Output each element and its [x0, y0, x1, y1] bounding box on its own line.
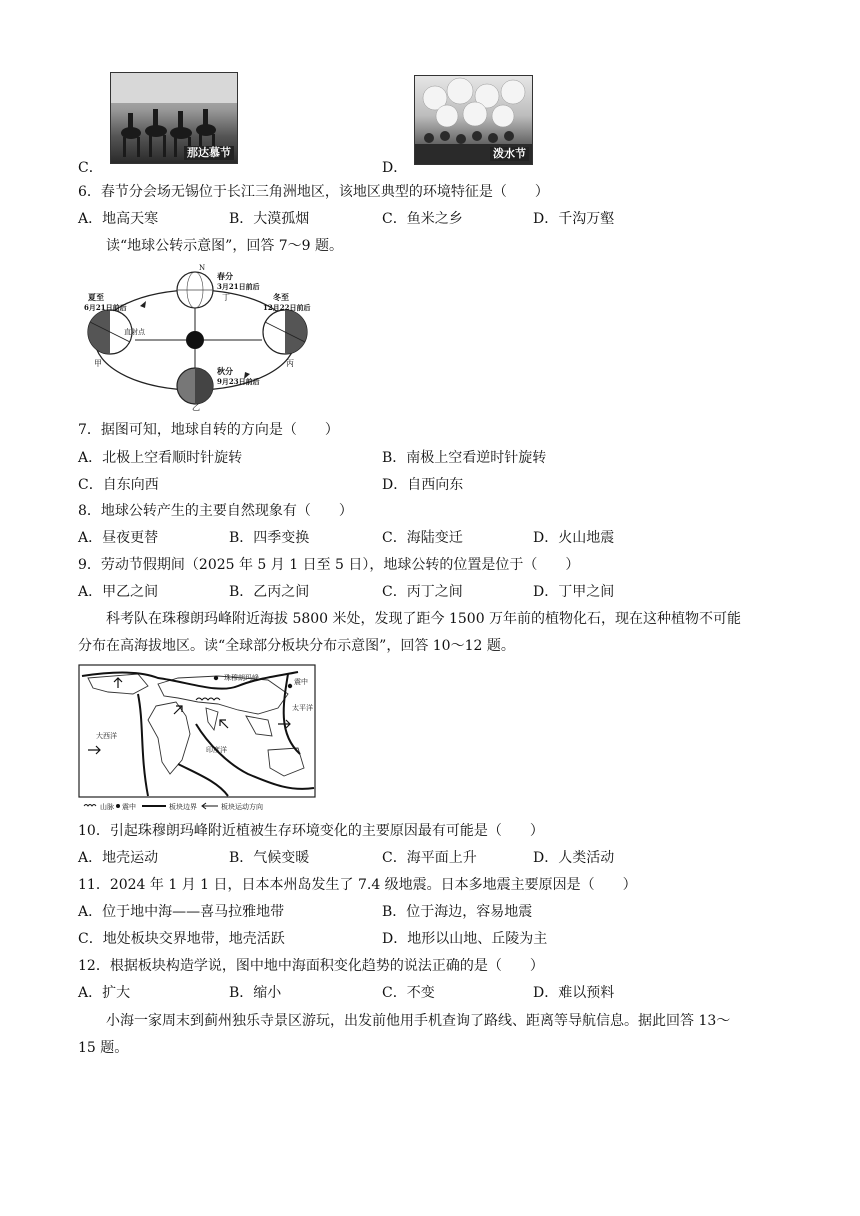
svg-text:震中: 震中 [122, 803, 136, 811]
q10-option-c: C．海平面上升 [382, 850, 477, 866]
svg-text:夏至: 夏至 [88, 292, 104, 302]
svg-text:秋分: 秋分 [217, 366, 233, 376]
photo-water-festival-caption: 泼水节 [490, 147, 529, 161]
q11-option-c: C．地处板块交界地带，地壳活跃 [78, 931, 285, 947]
svg-text:震中: 震中 [294, 678, 308, 686]
q9-option-b: B．乙丙之间 [229, 584, 310, 600]
q6-option-a: A．地高天寒 [78, 211, 159, 227]
svg-text:丙: 丙 [286, 359, 294, 368]
question-8-stem: 8．地球公转产生的主要自然现象有（ ） [78, 503, 353, 519]
option-d-label: D． [382, 160, 408, 176]
svg-text:6月21日前后: 6月21日前后 [84, 303, 127, 312]
question-9-stem: 9．劳动节假期间（2025 年 5 月 1 日至 5 日），地球公转的位置是位于（ ） [78, 557, 580, 573]
q8-option-b: B．四季变换 [229, 530, 310, 546]
q7-option-b: B．南极上空看逆时针旋转 [382, 450, 547, 466]
svg-text:乙: 乙 [192, 403, 200, 412]
q10-option-b: B．气候变暖 [229, 850, 310, 866]
q10-option-a: A．地壳运动 [78, 850, 159, 866]
question-12-stem: 12．根据板块构造学说，图中地中海面积变化趋势的说法正确的是（ ） [78, 958, 544, 974]
plate-boundary-map [78, 664, 318, 812]
q7-option-a: A．北极上空看顺时针旋转 [78, 450, 243, 466]
svg-text:9月23日前后: 9月23日前后 [217, 377, 260, 386]
intro-questions-7-9: 读“地球公转示意图”，回答 7～9 题。 [106, 238, 344, 254]
question-7-stem: 7．据图可知，地球自转的方向是（ ） [78, 422, 339, 438]
svg-text:板块边界: 板块边界 [169, 803, 197, 811]
q9-option-a: A．甲乙之间 [78, 584, 159, 600]
svg-text:春分: 春分 [217, 271, 233, 281]
q12-option-c: C．不变 [382, 985, 435, 1001]
q7-option-c: C．自东向西 [78, 477, 159, 493]
svg-text:大西洋: 大西洋 [96, 732, 117, 740]
svg-text:直射点: 直射点 [124, 328, 145, 336]
intro-questions-13-15-line1: 小海一家周末到蓟州独乐寺景区游玩，出发前他用手机查询了路线、距离等导航信息。据此回答 13～ [106, 1013, 731, 1029]
svg-text:丁: 丁 [222, 293, 230, 302]
q11-option-b: B．位于海边，容易地震 [382, 904, 533, 920]
svg-text:珠穆朗玛峰: 珠穆朗玛峰 [224, 674, 259, 682]
question-6-stem: 6．春节分会场无锡位于长江三角洲地区，该地区典型的环境特征是（ ） [78, 184, 549, 200]
q12-option-a: A．扩大 [78, 985, 131, 1001]
svg-text:太平洋: 太平洋 [292, 704, 313, 712]
option-c-label: C． [78, 160, 103, 176]
q11-option-d: D．地形以山地、丘陵为主 [382, 931, 548, 947]
svg-text:甲: 甲 [94, 359, 102, 368]
photo-naadam-caption: 那达慕节 [184, 146, 234, 160]
question-11-stem: 11．2024 年 1 月 1 日，日本本州岛发生了 7.4 级地震。日本多地震主要原因是（ ） [78, 877, 637, 893]
q6-option-c: C．鱼米之乡 [382, 211, 463, 227]
q12-option-b: B．缩小 [229, 985, 282, 1001]
question-10-stem: 10．引起珠穆朗玛峰附近植被生存环境变化的主要原因最有可能是（ ） [78, 823, 544, 839]
sun [186, 331, 204, 349]
q10-option-d: D．人类活动 [533, 850, 615, 866]
svg-text:冬至: 冬至 [273, 292, 289, 302]
svg-text:12月22日前后: 12月22日前后 [263, 303, 311, 312]
svg-text:板块运动方向: 板块运动方向 [221, 803, 263, 811]
q6-option-b: B．大漠孤烟 [229, 211, 310, 227]
q8-option-a: A．昼夜更替 [78, 530, 159, 546]
q7-option-d: D．自西向东 [382, 477, 464, 493]
intro-questions-13-15-line2: 15 题。 [78, 1040, 129, 1056]
q9-option-c: C．丙丁之间 [382, 584, 463, 600]
q6-option-d: D．千沟万壑 [533, 211, 615, 227]
photo-naadam [110, 72, 238, 164]
intro-questions-10-12-line1: 科考队在珠穆朗玛峰附近海拔 5800 米处，发现了距今 1500 万年前的植物化石，现在这种植物不可能 [106, 611, 742, 627]
q8-option-d: D．火山地震 [533, 530, 615, 546]
photo-water-festival [414, 75, 533, 165]
q11-option-a: A．位于地中海——喜马拉雅地带 [78, 904, 285, 920]
q9-option-d: D．丁甲之间 [533, 584, 615, 600]
q8-option-c: C．海陆变迁 [382, 530, 463, 546]
intro-questions-10-12-line2: 分布在高海拔地区。读“全球部分板块分布示意图”，回答 10～12 题。 [78, 638, 515, 654]
svg-text:N: N [199, 264, 206, 272]
svg-text:印度洋: 印度洋 [206, 746, 227, 754]
svg-text:3月21日前后: 3月21日前后 [217, 282, 260, 291]
q12-option-d: D．难以预料 [533, 985, 615, 1001]
svg-text:山脉: 山脉 [100, 803, 114, 811]
earth-orbit-diagram [80, 262, 330, 412]
